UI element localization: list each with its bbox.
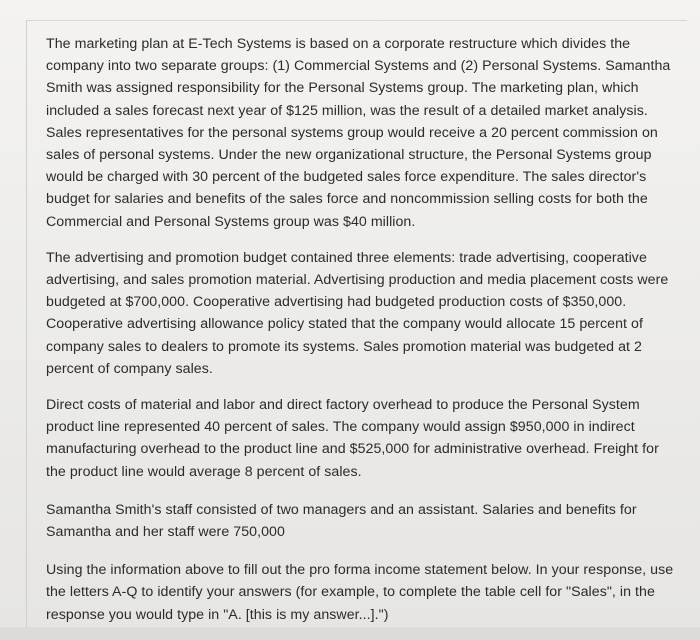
paragraph-instructions: Using the information above to fill out the pro forma income statement below. In your response, use the letters A-Q to identify your answers (for example, to complete the table cell for "Sales", in the response you would type in "A. [this is my answer...].")	[46, 562, 674, 623]
paragraph-direct-costs: Direct costs of material and labor and direct factory overhead to produce the Personal System product line represented 40 percent of sales. The company would assign $950,000 in indirect manufacturing overhead to the product line and $525,000 for administrative overhead. Freight for the product line would average 8 percent of sales.	[46, 397, 659, 480]
paragraph-marketing-plan: The marketing plan at E-Tech Systems is based on a corporate restructure which divides the company into two separate groups: (1) Commercial Systems and (2) Personal Systems. Samantha Smith was assigned responsibility for the Personal Systems group. The marketing plan, which included a sales forecast next year of $125 million, was the result of a detailed market analysis. Sales representatives for the personal systems group would receive a 20 percent commission on sales of personal systems. Under the new organizational structure, the Personal Systems group would be charged with 30 percent of the budgeted sales force expenditure. The sales director's budget for salaries and benefits of the sales force and noncommission selling costs for both the Commercial and Personal Systems group was $40 million.	[46, 36, 671, 230]
paragraph-staff-salaries: Samantha Smith's staff consisted of two managers and an assistant. Salaries and benefits for Samantha and her staff were 750,000	[46, 501, 637, 541]
paragraph-advertising-budget: The advertising and promotion budget contained three elements: trade advertising, cooperative advertising, and sales promotion material. Advertising production and media placement costs were budgeted at $700,000. Cooperative advertising had budgeted production costs of $350,000. Cooperative advertising allowance policy stated that the company would allocate 15 percent of company sales to dealers to promote its systems. Sales promotion material was budgeted at 2 percent of company sales.	[46, 249, 669, 377]
document-content	[46, 33, 678, 640]
